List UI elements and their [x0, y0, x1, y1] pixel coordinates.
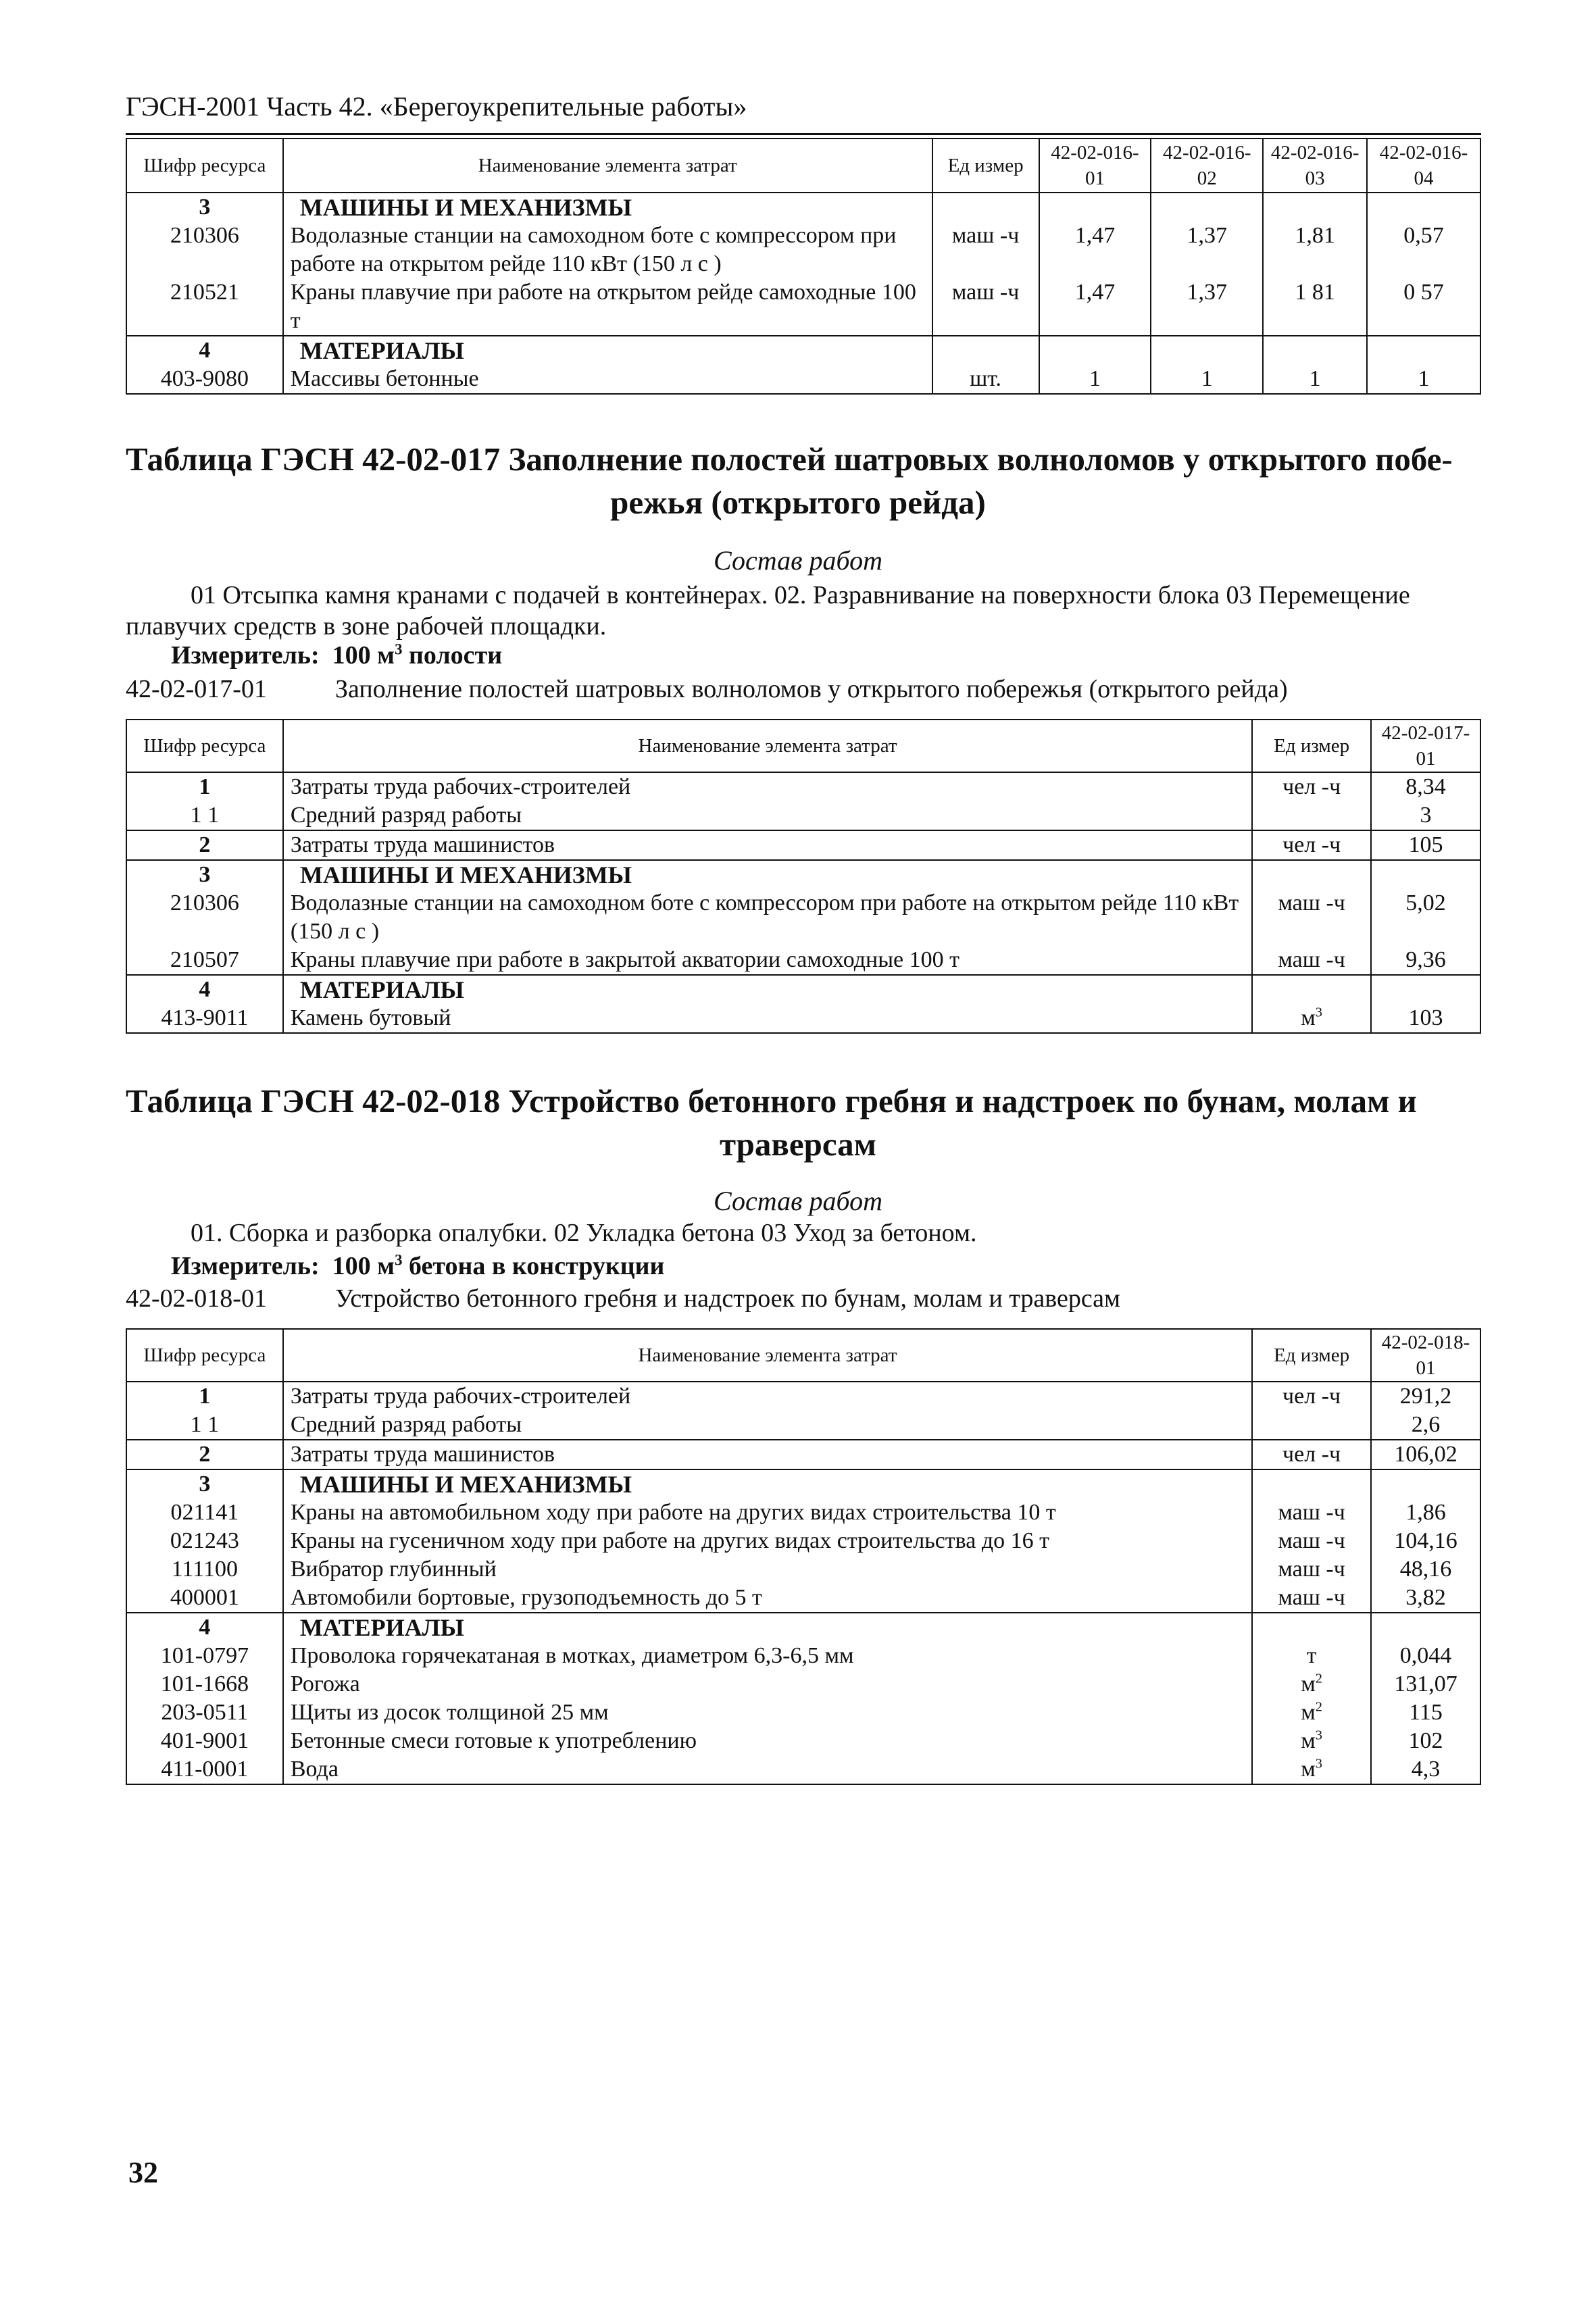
composition-heading: Состав работ — [714, 545, 882, 576]
table-row: 1 Затраты труда рабочих-строителей чел -ч 8,34 — [126, 772, 1480, 801]
header-unit: Ед измер — [932, 139, 1039, 193]
measure-line: Измеритель: 100 $м^3$ бетона в конструкции — [171, 1251, 665, 1280]
header-resource-code: Шифр ресурса — [126, 720, 283, 772]
table-row: 101-1668 Рогожа $м^2$ 131,07 — [126, 1670, 1480, 1699]
table-row: 4 МАТЕРИАЛЫ — [126, 336, 1480, 365]
table-row: 4 МАТЕРИАЛЫ — [126, 1613, 1480, 1642]
table-row: 411-0001 Вода $м^3$ 4,3 — [126, 1755, 1480, 1784]
table-row: 021243 Краны на гусеничном ходу при работе на других видах строительства до 16 т маш -ч 104,16 — [126, 1527, 1480, 1555]
section-heading: МАТЕРИАЛЫ — [283, 975, 1252, 1004]
header-norm-code: 42-02-018-01 — [1371, 1329, 1480, 1382]
table-row: 4 МАТЕРИАЛЫ — [126, 975, 1480, 1004]
table-title-018: Таблица ГЭСН 42-02-018 Устройство бетонного гребня и надстроек по бунам, молам и траверсам — [126, 1082, 1417, 1163]
header-norm-code: 42-02-016-02 — [1151, 139, 1263, 193]
header-unit: Ед измер — [1252, 720, 1371, 772]
table-row: 413-9011 Камень бутовый $м^3$ 103 — [126, 1004, 1480, 1033]
resource-table-018 — [126, 1328, 1481, 1785]
running-header: ГЭСН-2001 Часть 42. «Берегоукрепительные работы» — [126, 91, 747, 122]
table-row: 101-0797 Проволока горячекатаная в мотках, диаметром 6,3-6,5 мм т 0,044 — [126, 1642, 1480, 1670]
composition-text: 01 Отсыпка камня кранами с подачей в контейнерах. 02. Разравнивание на поверхности блока 03 Перемещение плавучих средств в зоне рабочей площадки. — [126, 581, 1410, 640]
header-resource-code: Шифр ресурса — [126, 1329, 283, 1382]
table-row: 210507 Краны плавучие при работе в закрытой акватории самоходные 100 т маш -ч 9,36 — [126, 946, 1480, 975]
table-row: 210306 Водолазные станции на самоходном боте с компрессором при работе на открытом рейде 110 кВт (150 л с ) маш -ч 1,47 1,37 1,81 0,57 — [126, 222, 1480, 278]
header-unit: Ед измер — [1252, 1329, 1371, 1382]
table-row: 403-9080 Массивы бетонные шт. 1 1 1 1 — [126, 365, 1480, 394]
table-row: 1 1 Средний разряд работы 2,6 — [126, 1411, 1480, 1440]
item-line: 42-02-018-01 Устройство бетонного гребня и надстроек по бунам, молам и траверсам — [126, 1284, 1121, 1313]
page-number: 32 — [128, 2156, 158, 2189]
table-row: 1 Затраты труда рабочих-строителей чел -ч 291,2 — [126, 1382, 1480, 1411]
header-divider — [126, 133, 1481, 135]
header-norm-code: 42-02-016-01 — [1039, 139, 1151, 193]
section-heading: МАТЕРИАЛЫ — [283, 336, 932, 365]
header-norm-code: 42-02-016-03 — [1263, 139, 1367, 193]
resource-table-017 — [126, 719, 1481, 1034]
header-cost-element: Наименование элемента затрат — [283, 720, 1252, 772]
table-row: 210521 Краны плавучие при работе на открытом рейде самоходные 100 т маш -ч 1,47 1,37 1 81 0 57 — [126, 278, 1480, 336]
header-resource-code: Шифр ресурса — [126, 139, 283, 193]
table-row: 3 МАШИНЫ И МЕХАНИЗМЫ — [126, 193, 1480, 222]
composition-heading: Состав работ — [714, 1186, 882, 1216]
table-row: 203-0511 Щиты из досок толщиной 25 мм $м^2$ 115 — [126, 1699, 1480, 1727]
item-line: 42-02-017-01 Заполнение полостей шатровых волноломов у открытого побережья (открытого рейда) — [126, 675, 1288, 703]
table-row: 401-9001 Бетонные смеси готовые к употреблению $м^3$ 102 — [126, 1727, 1480, 1755]
header-cost-element: Наименование элемента затрат — [283, 139, 932, 193]
table-row: 2 Затраты труда машинистов чел -ч 106,02 — [126, 1440, 1480, 1469]
resource-table-016 — [126, 138, 1481, 395]
table-row: 210306 Водолазные станции на самоходном боте с компрессором при работе на открытом рейде 110 кВт (150 л с ) маш -ч 5,02 — [126, 889, 1480, 946]
table-row: 1 1 Средний разряд работы 3 — [126, 801, 1480, 830]
table-row: 3 МАШИНЫ И МЕХАНИЗМЫ — [126, 860, 1480, 889]
header-cost-element: Наименование элемента затрат — [283, 1329, 1252, 1382]
table-row: 3 МАШИНЫ И МЕХАНИЗМЫ — [126, 1469, 1480, 1499]
table-row: 400001 Автомобили бортовые, грузоподъемность до 5 т маш -ч 3,82 — [126, 1584, 1480, 1613]
table-row: 111100 Вибратор глубинный маш -ч 48,16 — [126, 1555, 1480, 1584]
section-heading: МАШИНЫ И МЕХАНИЗМЫ — [283, 860, 1252, 889]
table-title-017: Таблица ГЭСН 42-02-017 Заполнение полостей шатровых волноломов у открытого побе- режья (открытого рейда) — [126, 441, 1453, 521]
measure-line: Измеритель: 100 $м^3$ полости — [171, 640, 503, 670]
composition-text: 01. Сборка и разборка опалубки. 02 Укладка бетона 03 Уход за бетоном. — [191, 1219, 977, 1247]
table-row: 2 Затраты труда машинистов чел -ч 105 — [126, 830, 1480, 860]
table-row: 021141 Краны на автомобильном ходу при работе на других видах строительства 10 т маш -ч 1,86 — [126, 1499, 1480, 1527]
section-heading: МАШИНЫ И МЕХАНИЗМЫ — [283, 1469, 1252, 1499]
section-heading: МАТЕРИАЛЫ — [283, 1613, 1252, 1642]
header-norm-code: 42-02-016-04 — [1367, 139, 1480, 193]
header-norm-code: 42-02-017-01 — [1371, 720, 1480, 772]
section-heading: МАШИНЫ И МЕХАНИЗМЫ — [283, 193, 932, 222]
